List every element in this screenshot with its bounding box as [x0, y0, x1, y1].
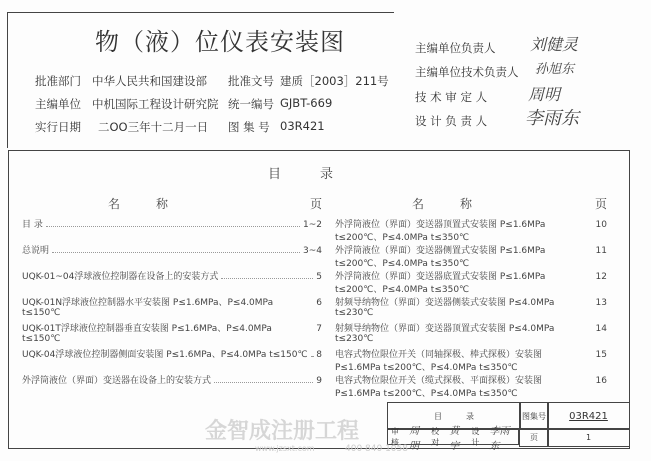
toc-entry [22, 347, 322, 360]
watermark-phone: 400 840 1058 [345, 444, 408, 454]
toc-entry [22, 217, 322, 230]
page-label-text: 页 [530, 433, 538, 442]
leader-dots [214, 382, 313, 383]
toc-entry-page: 3~4 [303, 246, 322, 256]
info-label: 批准部门 [35, 74, 81, 88]
toc-entry-page: 14 [595, 324, 607, 334]
toc-entry-name: 外浮筒液位（界面）变送器底置式安装图 P≤1.6MPa t≤200℃、P≤4.0MPa t≤350℃ [335, 272, 546, 295]
signature: 刘健灵 [530, 35, 579, 54]
toc-entry-name: 外浮筒液位（界面）变送器在设备上的安装方式 [22, 376, 212, 386]
toc-entry [22, 295, 322, 318]
toc-entry-page: 16 [595, 376, 607, 386]
info-value: GJBT-669 [280, 96, 333, 110]
design-label: 设计 [471, 426, 480, 447]
toc-entry [335, 295, 607, 318]
check-label: 校对 [431, 426, 440, 447]
page-header: 页 [595, 197, 608, 211]
name-header: 名 称 [412, 197, 473, 211]
info-label: 实行日期 [35, 120, 81, 134]
toc-entry-name: 外浮筒液位（界面）变送器侧置式安装图 P≤1.6MPa t≤200℃、P≤4.0MPa t≤350℃ [335, 246, 546, 269]
signature: 孙旭东 [535, 62, 575, 77]
responsible-label: 主编单位技术负责人 [415, 65, 519, 79]
info-value: 中华人民共和国建设部 [92, 74, 207, 88]
toc-entry-page: 8 [316, 350, 322, 360]
toc-entry-page: 1~2 [303, 220, 322, 230]
page-title: 物（液）位仪表安装图 [95, 28, 345, 56]
toc-entry-name: 电容式物位限位开关（缆式探极、平面探极）安装图 P≤1.6MPa t≤200℃、P≤4.0MPa t≤350℃ [335, 376, 543, 399]
page-label [519, 428, 549, 447]
page-number-text: 1 [585, 433, 592, 442]
toc-entry [335, 347, 607, 373]
info-label: 图 集 号 [228, 120, 270, 134]
toc-entry-name: 射频导纳物位（界面）变送器侧装式安装图 P≤4.0MPa t≤230℃ [335, 298, 555, 318]
watermark-site: www.jzsxt.com [255, 444, 315, 453]
toc-entry-name: 射频导纳物位（界面）变送器顶置式安装图 P≤4.0MPa t≤230℃ [335, 324, 555, 344]
toc-entry-page: 9 [316, 376, 322, 386]
toc-entry-page: 13 [595, 298, 607, 308]
toc-entry-name: UQK-01~04浮球液位控制器在设备上的安装方式 [22, 272, 219, 282]
toc-entry [22, 269, 322, 282]
check-signature: 黄宇 [449, 425, 460, 452]
page-number [547, 428, 630, 447]
info-label: 批准文号 [228, 74, 274, 88]
design-signature: 李雨东 [489, 425, 510, 452]
toc-entry [22, 243, 322, 256]
responsible-label: 主编单位负责人 [415, 41, 496, 55]
toc-entry-page: 5 [316, 272, 322, 282]
toc-title: 目 录 [268, 167, 334, 182]
toc-entry-name: UQK-04浮球液位控制器侧面安装图 P≤1.6MPa、P≤4.0MPa t≤150℃ [22, 350, 308, 360]
info-value: 中机国际工程设计研究院 [92, 97, 219, 111]
toc-entry [335, 243, 607, 269]
info-label: 统一编号 [228, 97, 274, 111]
signature: 周明 [528, 85, 561, 104]
info-value: 建质［2003］211号 [280, 74, 389, 88]
toc-entry-name: UQK-01N浮球液位控制器水平安装图 P≤1.6MPa、P≤4.0MPa t≤150℃ [22, 298, 274, 318]
page-header: 页 [310, 197, 323, 211]
info-label: 主编单位 [35, 97, 81, 111]
toc-entry [335, 321, 607, 344]
toc-entry-page: 7 [316, 324, 322, 334]
toc-entry-name: 外浮筒液位（界面）变送器顶置式安装图 P≤1.6MPa t≤200℃、P≤4.0MPa t≤350℃ [335, 220, 546, 243]
title-block-name-text: 目 录 [434, 411, 474, 421]
signature: 李雨东 [525, 108, 579, 129]
atlas-label [519, 402, 549, 430]
toc-entry-page: 12 [595, 272, 607, 282]
leader-dots [221, 278, 313, 279]
leader-dots [52, 252, 300, 253]
toc-entry [22, 321, 322, 344]
name-header: 名 称 [108, 197, 169, 211]
responsible-label: 设 计 负 责 人 [415, 114, 488, 128]
leader-dots [311, 356, 314, 357]
leader-dots [46, 226, 300, 227]
info-value: 二OO三年十二月一日 [98, 120, 209, 134]
toc-entry-page: 11 [595, 246, 607, 256]
toc-entry-page: 6 [316, 298, 322, 308]
signature-row [387, 425, 519, 452]
watermark: 金智成注册工程 [205, 419, 360, 444]
toc-entry-page: 15 [595, 350, 607, 360]
responsible-label: 技 术 审 定 人 [415, 90, 488, 104]
info-value: 03R421 [280, 119, 325, 133]
toc-entry-name: UQK-01T浮球液位控制器垂直安装图 P≤1.6MPa、P≤4.0MPa t≤150℃ [22, 324, 272, 344]
toc-entry [22, 373, 322, 386]
review-label: 审核 [391, 426, 399, 447]
toc-entry [335, 269, 607, 295]
atlas-number-text: 03R421 [569, 410, 608, 422]
toc-entry-name: 电容式物位限位开关（同轴探极、棒式探极）安装图 P≤1.6MPa t≤200℃、P≤4.0MPa t≤350℃ [335, 350, 543, 373]
toc-entry-name: 总说明 [22, 246, 50, 256]
atlas-label-text: 图集号 [522, 411, 546, 421]
review-signature: 周明 [409, 425, 420, 452]
atlas-number [547, 402, 630, 430]
toc-entry [335, 373, 607, 399]
toc-entry [335, 217, 607, 243]
toc-entry-name: 目 录 [22, 220, 43, 230]
toc-entry-page: 10 [595, 220, 607, 230]
